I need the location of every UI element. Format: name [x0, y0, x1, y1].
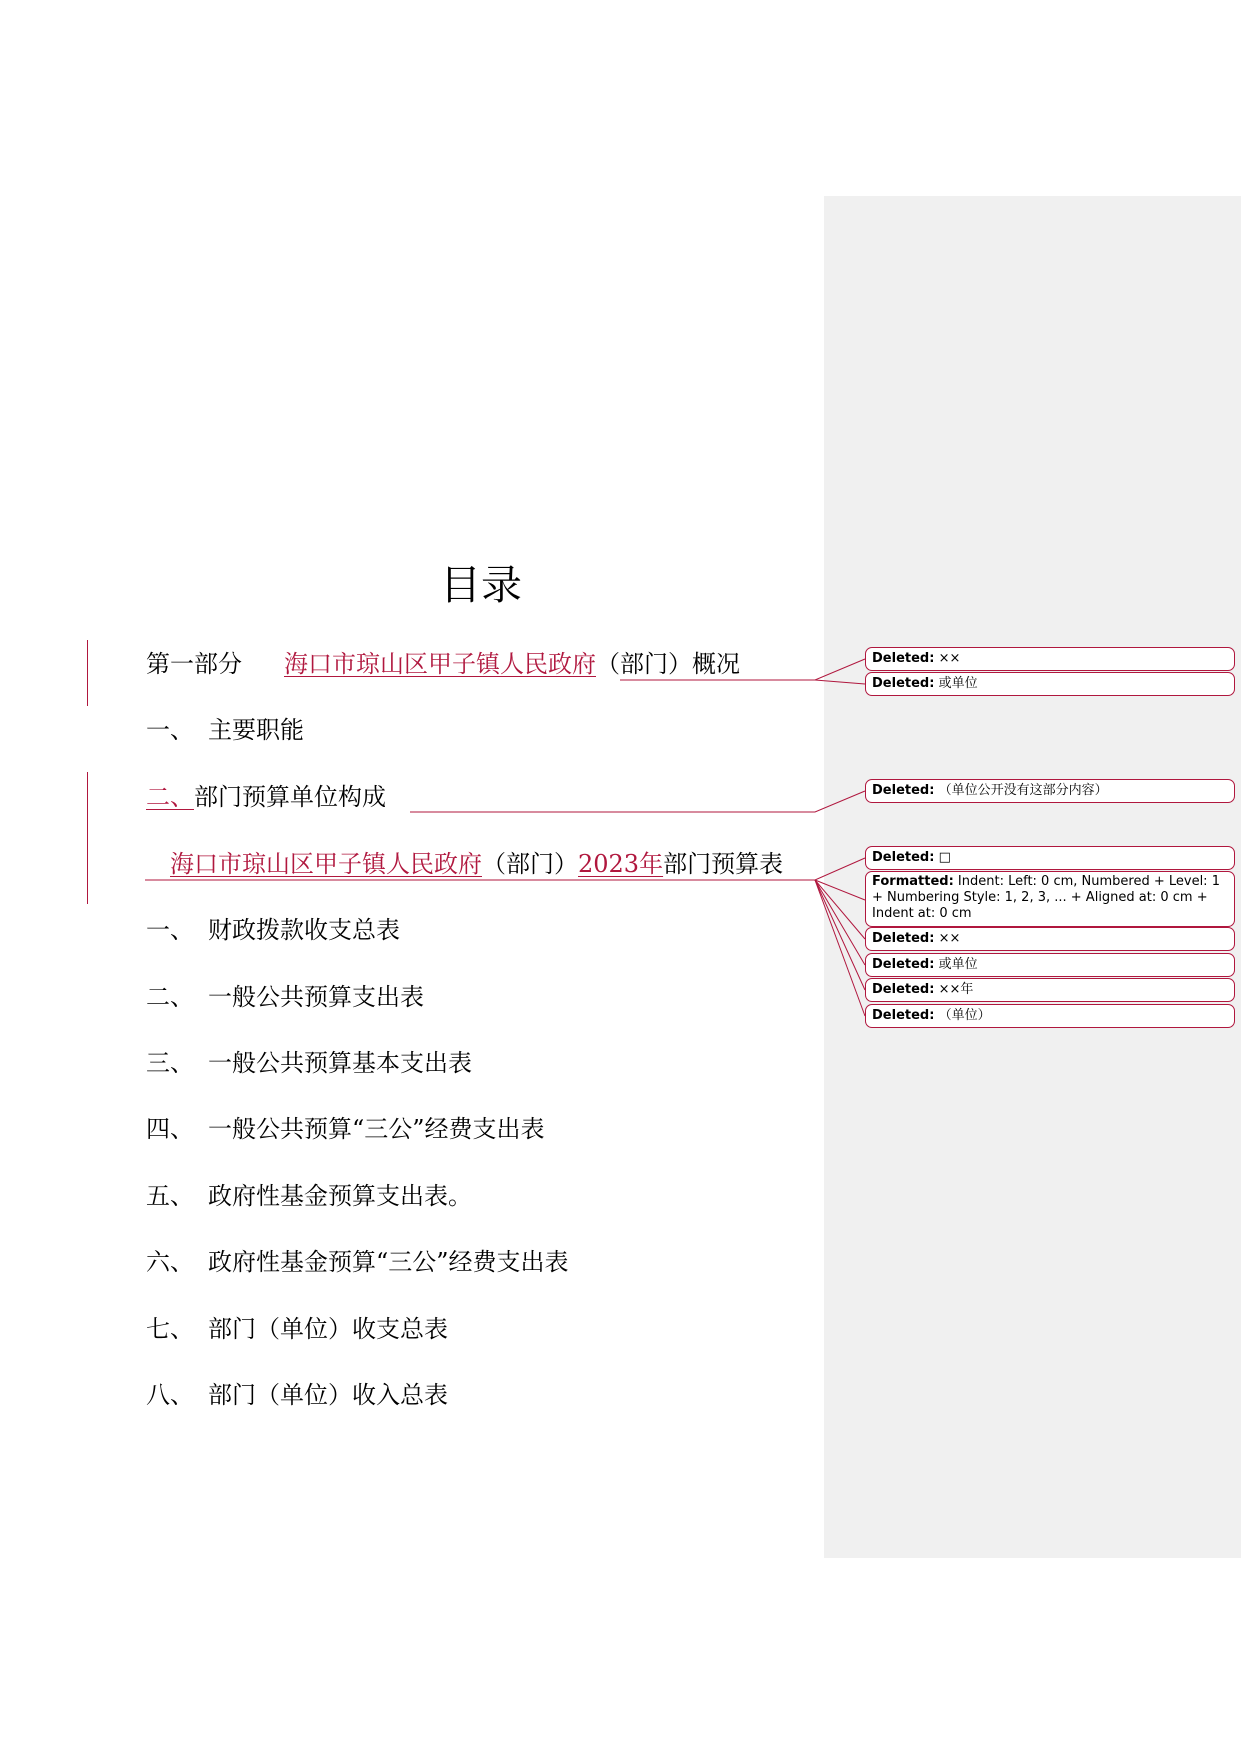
revision-balloon[interactable]: Deleted: 或单位: [865, 953, 1235, 977]
change-bar: [87, 640, 88, 706]
revision-balloon[interactable]: Deleted: 或单位: [865, 672, 1235, 696]
part2-heading: [170, 848, 783, 880]
revision-balloon[interactable]: Deleted: （单位）: [865, 1004, 1235, 1028]
table-item: 四、 一般公共预算“三公”经费支出表: [146, 1115, 545, 1143]
table-item: 八、 部门（单位）收入总表: [146, 1381, 448, 1409]
table-item: 三、 一般公共预算基本支出表: [146, 1049, 472, 1077]
part2-org-inserted: 海口市琼山区甲子镇人民政府: [170, 850, 482, 878]
part2-year-inserted: 2023年: [578, 850, 664, 878]
table-item: 一、 财政拨款收支总表: [146, 916, 400, 944]
table-item: 七、 部门（单位）收支总表: [146, 1315, 448, 1343]
part1-suffix: 概况: [692, 650, 740, 678]
revision-balloon[interactable]: Deleted: ××: [865, 647, 1235, 671]
formatting-balloon[interactable]: Formatted: Indent: Left: 0 cm, Numbered + Level: 1 + Numbering Style: 1, 2, 3, ... + Aligned at: 0 cm + Indent at: 0 cm: [865, 871, 1235, 927]
revision-balloon[interactable]: Deleted: ××: [865, 927, 1235, 951]
table-item: 六、 政府性基金预算“三公”经费支出表: [146, 1248, 569, 1276]
part1-item-2: 二、部门预算单位构成: [146, 783, 386, 811]
part1-dept: （部门）: [596, 650, 692, 678]
revision-balloon[interactable]: Deleted: （单位公开没有这部分内容）: [865, 779, 1235, 803]
table-item: 二、 一般公共预算支出表: [146, 983, 424, 1011]
revision-balloon[interactable]: Deleted: ××年: [865, 978, 1235, 1002]
part1-item-1: 一、 主要职能: [146, 716, 304, 744]
part2-dept: （部门）: [482, 850, 578, 878]
item-number-inserted: 二、: [146, 783, 194, 811]
part1-prefix: 第一部分: [146, 650, 242, 678]
leader-line: [410, 791, 865, 812]
part1-org-inserted: 海口市琼山区甲子镇人民政府: [284, 650, 596, 678]
toc-title: 目录: [440, 561, 522, 609]
part1-heading: [146, 648, 740, 680]
change-bar: [87, 772, 88, 904]
part2-suffix: 部门预算表: [663, 850, 784, 878]
table-item: 五、 政府性基金预算支出表。: [146, 1182, 472, 1210]
revision-balloon[interactable]: Deleted: □: [865, 846, 1235, 870]
